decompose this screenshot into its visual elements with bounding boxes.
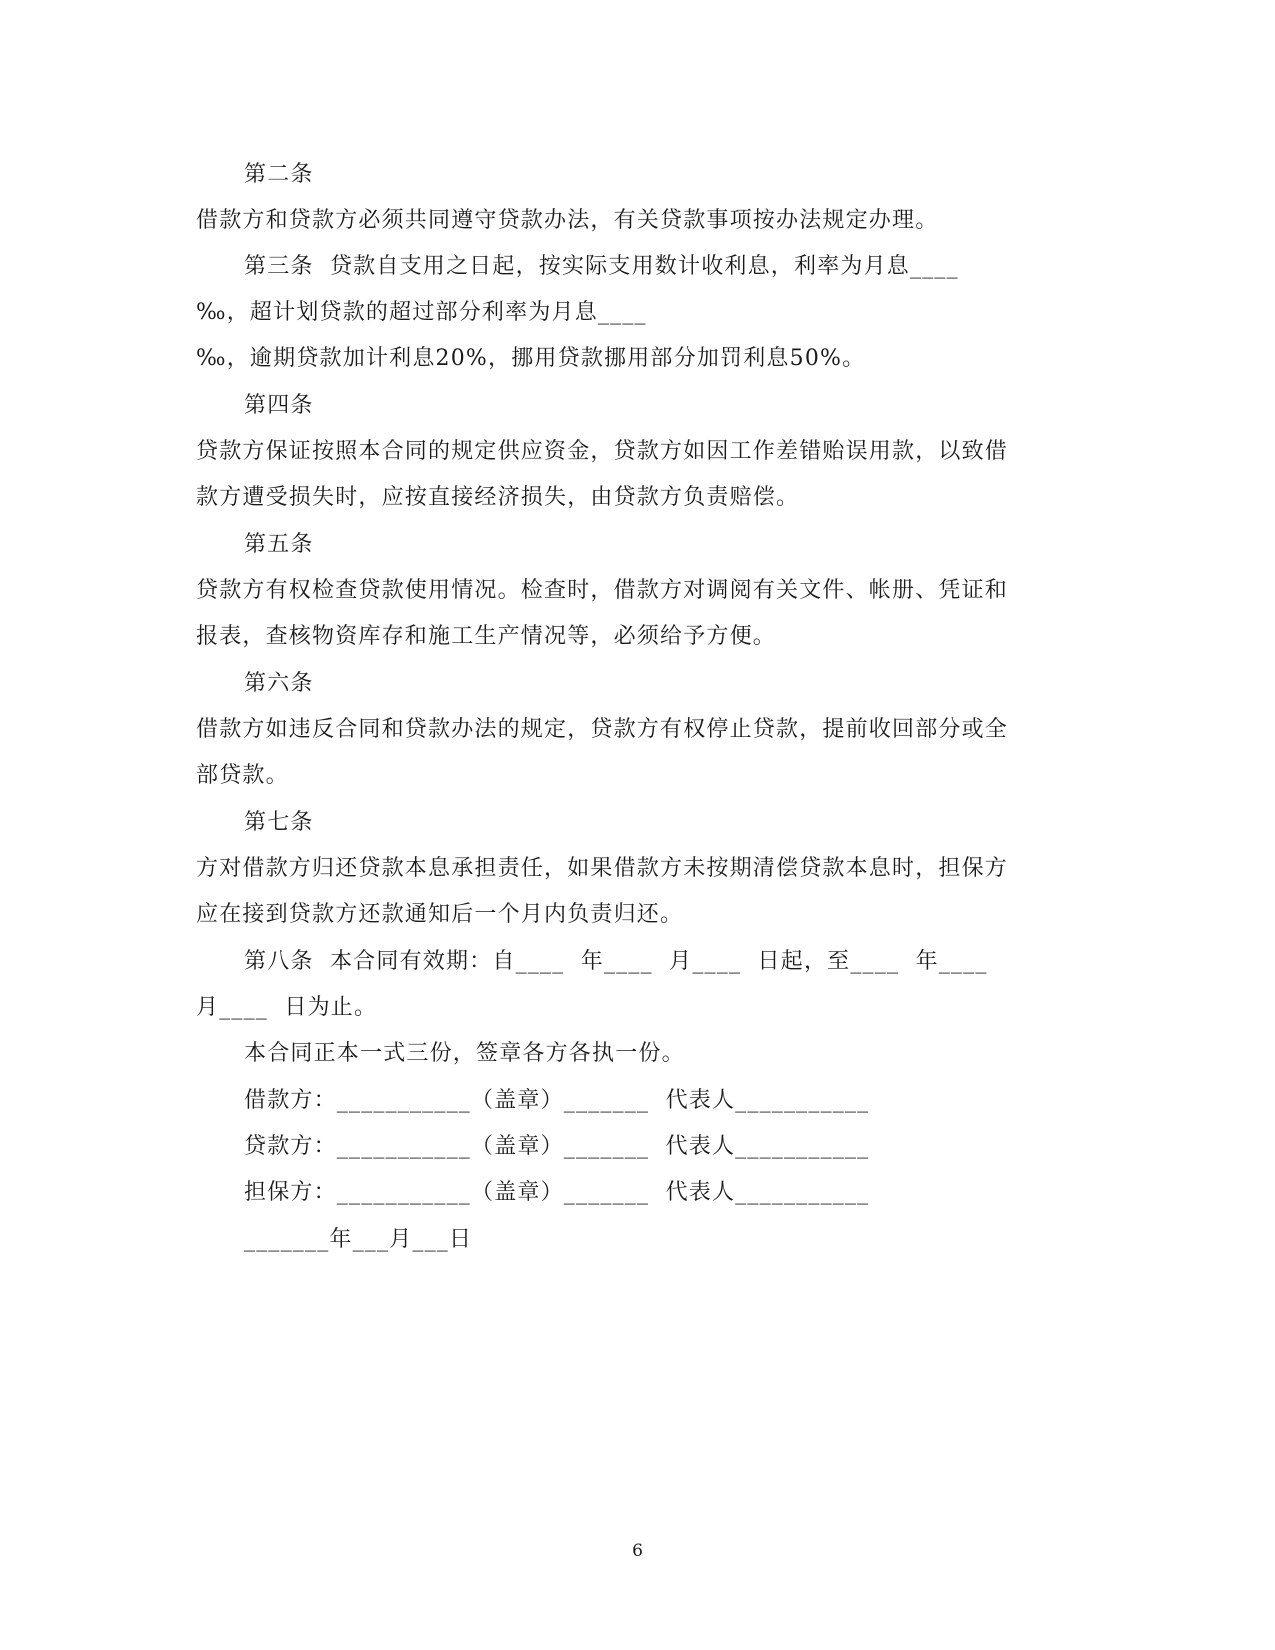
article-5-heading: 第五条 [244,532,314,557]
article-6-heading: 第六条 [244,671,314,696]
page-number: 6 [632,1541,643,1561]
article-6-body-line-1: 借款方如违反合同和贷款办法的规定，贷款方有权停止贷款，提前收回部分或全 [196,717,1009,742]
article-6-body-line-2: 部贷款。 [196,763,289,788]
article-4-body-line-1: 贷款方保证按照本合同的规定供应资金，贷款方如因工作差错贻误用款，以致借 [196,439,1009,464]
guarantor-signature-line: 担保方：___________（盖章）_______ 代表人___________ [244,1180,870,1205]
article-4-heading: 第四条 [244,393,314,418]
article-3-line-3: ‰，逾期贷款加计利息20%，挪用贷款挪用部分加罚利息50%。 [196,346,866,371]
article-5-body-line-1: 贷款方有权检查贷款使用情况。检查时，借款方对调阅有关文件、帐册、凭证和 [196,578,1009,603]
lender-signature-line: 贷款方：___________（盖章）_______ 代表人___________ [244,1134,870,1159]
article-8-line-2: 月____ 日为止。 [196,995,378,1020]
article-7-body-line-1: 方对借款方归还贷款本息承担责任，如果借款方未按期清偿贷款本息时，担保方 [196,856,1009,881]
article-8-line-1: 第八条 本合同有效期：自____ 年____ 月____ 日起，至____ 年____ [244,949,988,974]
article-2-body: 借款方和贷款方必须共同遵守贷款办法，有关贷款事项按办法规定办理。 [196,208,939,233]
article-3-line-1: 第三条 贷款自支用之日起，按实际支用数计收利息，利率为月息____ [244,254,959,279]
article-4-body-line-2: 款方遭受损失时，应按直接经济损失，由贷款方负责赔偿。 [196,485,800,510]
borrower-signature-line: 借款方：___________（盖章）_______ 代表人___________ [244,1088,870,1113]
signing-date-line: _______年___月___日 [244,1227,473,1252]
article-5-body-line-2: 报表，查核物资库存和施工生产情况等，必须给予方便。 [196,624,777,649]
article-7-body-line-2: 应在接到贷款方还款通知后一个月内负责归还。 [196,902,684,927]
article-7-heading: 第七条 [244,810,314,835]
article-3-line-2: ‰，超计划贷款的超过部分利率为月息____ [196,300,647,325]
copies-clause: 本合同正本一式三份，签章各方各执一份。 [244,1041,685,1066]
article-2-heading: 第二条 [244,162,314,187]
